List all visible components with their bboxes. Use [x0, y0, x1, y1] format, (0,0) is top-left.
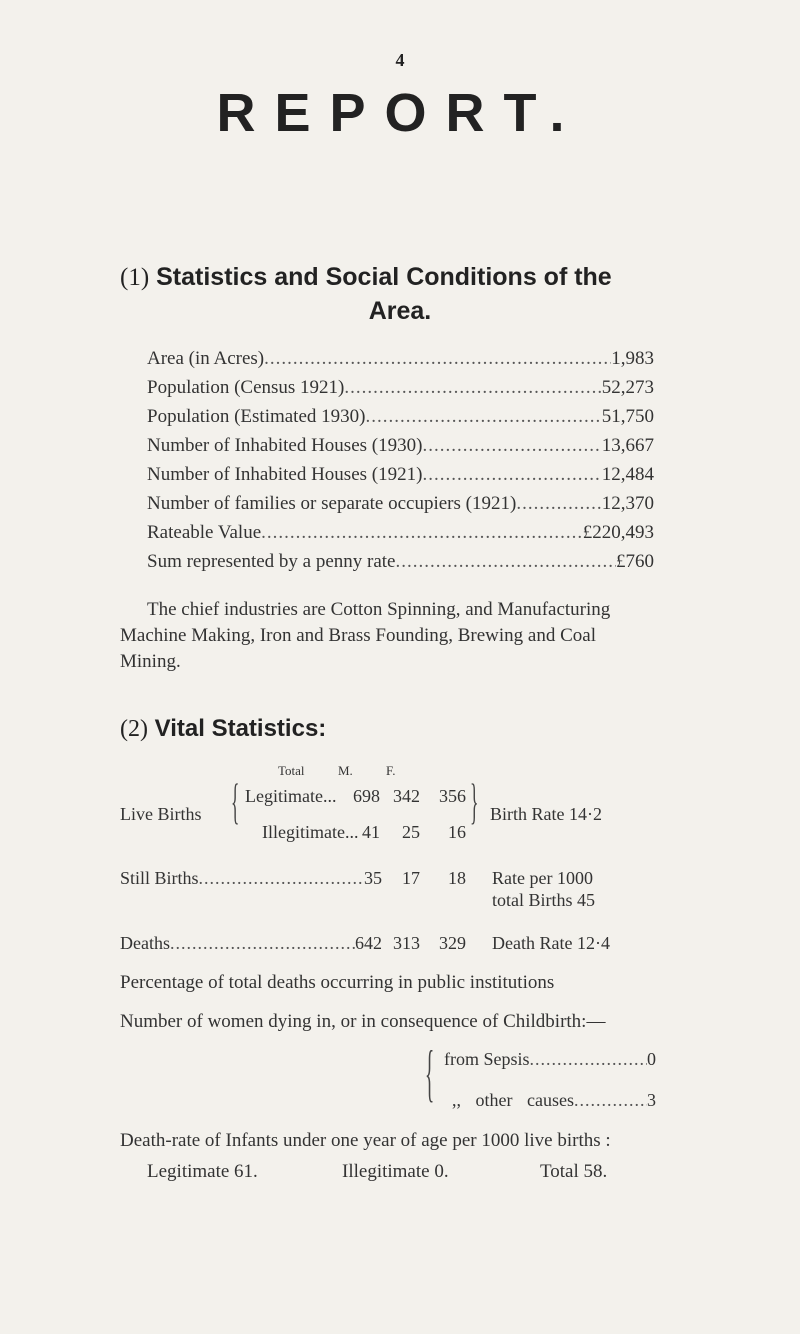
legitimate-label: Legitimate...: [245, 786, 337, 806]
stat-row: [147, 348, 654, 370]
infant-death-rate-text: Death-rate of Infants under one year of age per 1000 live births :: [120, 1130, 611, 1151]
still-births-f: 18: [448, 868, 466, 888]
still-births-row: [120, 868, 382, 889]
stat-row: [147, 435, 654, 457]
death-rate: Death Rate 12·4: [492, 933, 610, 953]
deaths-f: 329: [439, 933, 466, 953]
stat-label: Sum represented by a penny rate: [147, 551, 396, 572]
stat-label: Number of Inhabited Houses (1930): [147, 435, 423, 456]
section1-title-line1: Statistics and Social Conditions of the: [156, 263, 612, 291]
legitimate-f: 356: [439, 786, 466, 806]
col-m-header: M.: [338, 763, 353, 778]
other-causes-row: [452, 1090, 656, 1111]
birth-rate: Birth Rate 14·2: [490, 804, 602, 824]
other-causes-label: ,, other causes: [452, 1090, 574, 1110]
stat-row: [147, 406, 654, 428]
percentage-text: Percentage of total deaths occurring in public institutions: [120, 972, 555, 993]
col-total-header: Total: [278, 763, 305, 778]
section1-heading: [120, 263, 612, 292]
still-births-m: 17: [402, 868, 420, 888]
deaths-label: Deaths: [120, 933, 170, 953]
right-brace: }: [470, 773, 479, 829]
stat-row: [147, 464, 654, 486]
infant-illegitimate: Illegitimate 0.: [342, 1161, 449, 1182]
stat-label: Number of families or separate occupiers (1921): [147, 493, 517, 514]
stat-value: 1,983: [611, 348, 654, 369]
section1-title-line2: Area.: [368, 297, 432, 325]
stat-value: 51,750: [601, 406, 654, 427]
illegitimate-m: 25: [402, 822, 420, 842]
stat-label: Population (Estimated 1930): [147, 406, 366, 427]
stat-label: Number of Inhabited Houses (1921): [147, 464, 423, 485]
stat-value: 12,370: [601, 493, 654, 514]
stat-row: [147, 377, 654, 399]
illegitimate-label: Illegitimate...: [262, 822, 359, 842]
infant-total: Total 58.: [540, 1161, 608, 1182]
deaths-row: [120, 933, 382, 954]
stat-label: Area (in Acres): [147, 348, 265, 369]
stat-value: £220,493: [582, 522, 654, 543]
still-births-note2: total Births 45: [492, 890, 595, 910]
childbirth-brace: {: [425, 1037, 435, 1108]
still-births-note1: Rate per 1000: [492, 868, 593, 888]
deaths-total: 642: [355, 933, 382, 953]
illegitimate-f: 16: [448, 822, 466, 842]
still-births-label: Still Births: [120, 868, 199, 888]
stat-row: [147, 551, 654, 573]
childbirth-text: Number of women dying in, or in consequence of Childbirth:—: [120, 1011, 606, 1032]
deaths-m: 313: [393, 933, 420, 953]
stat-row: [147, 493, 654, 515]
sepsis-label: from Sepsis: [444, 1049, 530, 1069]
section2-title: Vital Statistics:: [154, 715, 327, 742]
section2-heading: [120, 715, 326, 743]
report-title: REPORT.: [216, 83, 584, 143]
stat-row: [147, 522, 654, 544]
stat-value: 52,273: [601, 377, 654, 398]
col-f-header: F.: [386, 763, 396, 778]
sepsis-value: 0: [647, 1049, 656, 1069]
still-births-total: 35: [364, 868, 382, 888]
section1-number: (1): [120, 264, 150, 291]
legitimate-total: 698: [353, 786, 380, 806]
page-number: 4: [395, 50, 405, 70]
stat-value: 13,667: [601, 435, 654, 456]
legitimate-m: 342: [393, 786, 420, 806]
other-causes-value: 3: [647, 1090, 656, 1110]
infant-legitimate: Legitimate 61.: [147, 1161, 258, 1182]
stat-label: Rateable Value: [147, 522, 262, 543]
stat-value: 12,484: [601, 464, 654, 485]
section2-number: (2): [120, 716, 148, 742]
stat-label: Population (Census 1921): [147, 377, 345, 398]
stat-value: £760: [616, 551, 654, 572]
sepsis-row: [444, 1049, 656, 1070]
left-brace: {: [231, 773, 240, 829]
live-births-label: Live Births: [120, 804, 202, 824]
illegitimate-total: 41: [362, 822, 380, 842]
industries-paragraph: The chief industries are Cotton Spinning, and Manufacturing Machine Making, Iron and Brass Founding, Brewing and Coal Mining.: [120, 599, 611, 672]
